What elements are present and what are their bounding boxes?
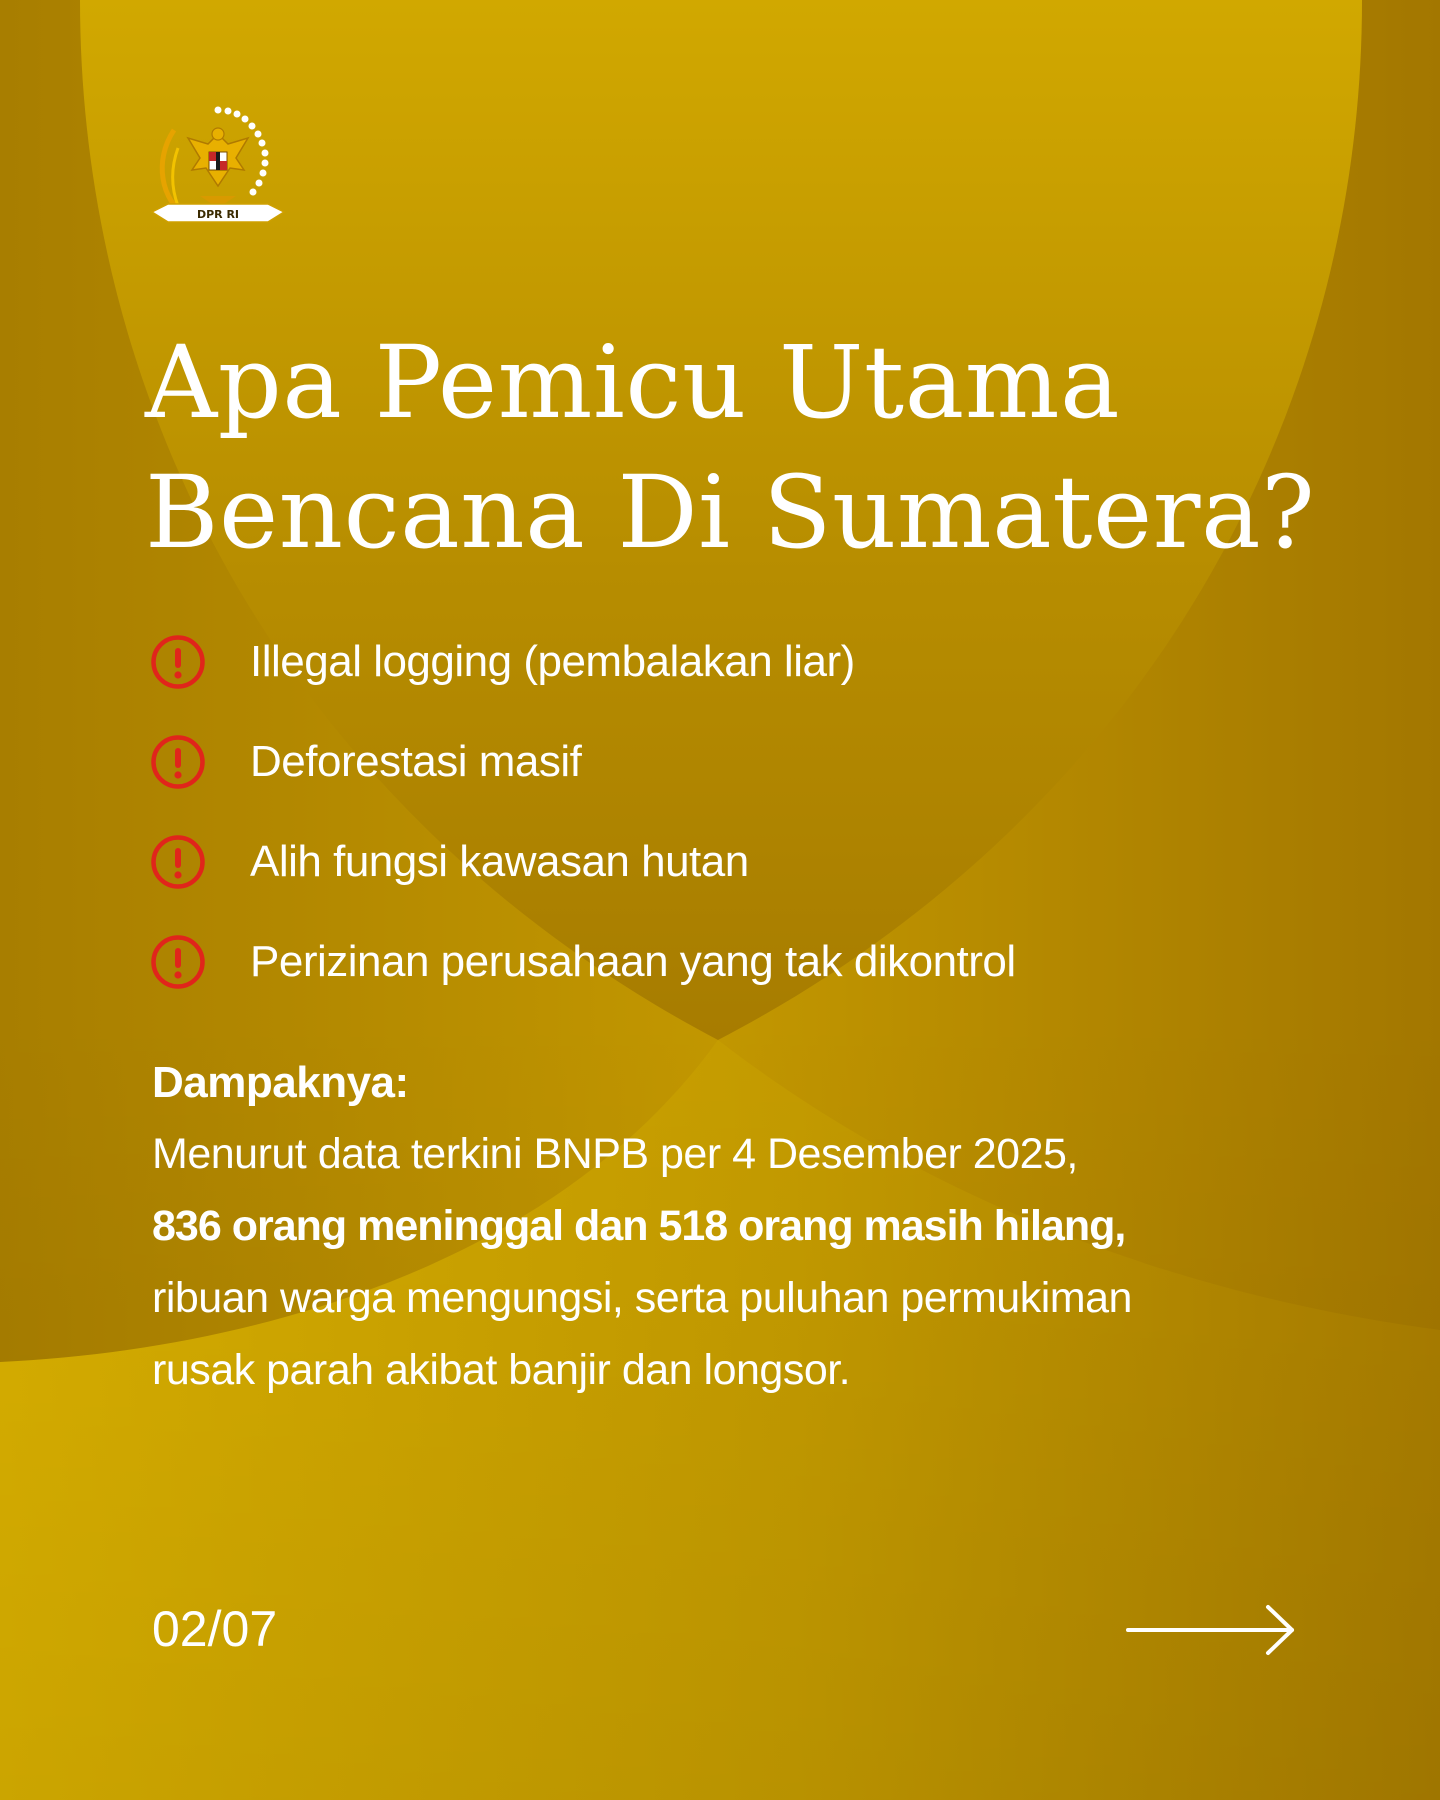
cause-item-deforestasi (150, 732, 1350, 792)
cause-text: Perizinan perusahaan yang tak dikontrol (250, 937, 1016, 986)
impact-line-3: ribuan warga mengungsi, serta puluhan permukiman (152, 1274, 1132, 1322)
page-title-line-1: Apa Pemicu Utama (145, 324, 1121, 441)
alert-circle-icon (150, 734, 206, 790)
impact-line-1: Menurut data terkini BNPB per 4 Desember 2025, (152, 1130, 1078, 1178)
cause-text: Deforestasi masif (250, 737, 582, 786)
cause-text: Illegal logging (pembalakan liar) (250, 637, 855, 686)
page-title (145, 318, 1345, 578)
cause-item-perizinan (150, 932, 1350, 992)
impact-line-4: rusak parah akibat banjir dan longsor. (152, 1346, 851, 1394)
page-title-line-2: Bencana Di Sumatera? (145, 454, 1316, 571)
cause-text: Alih fungsi kawasan hutan (250, 837, 749, 886)
dpr-ri-garuda-emblem-icon (162, 107, 268, 219)
impact-casualties-line: 836 orang meninggal dan 518 orang masih hilang, (152, 1202, 1126, 1250)
impact-heading: Dampaknya: (152, 1058, 409, 1107)
arrow-right-icon[interactable] (1126, 1603, 1298, 1657)
logo-label: DPR RI (196, 208, 240, 221)
page-indicator: 02/07 (152, 1601, 278, 1657)
cause-item-illegal-logging (150, 632, 1350, 692)
cause-item-alih-fungsi (150, 832, 1350, 892)
dpr-ri-ribbon (152, 204, 284, 222)
alert-circle-icon (150, 834, 206, 890)
dpr-ri-logo (148, 100, 288, 240)
alert-circle-icon (150, 934, 206, 990)
alert-circle-icon (150, 634, 206, 690)
impact-paragraph (152, 1118, 1352, 1406)
